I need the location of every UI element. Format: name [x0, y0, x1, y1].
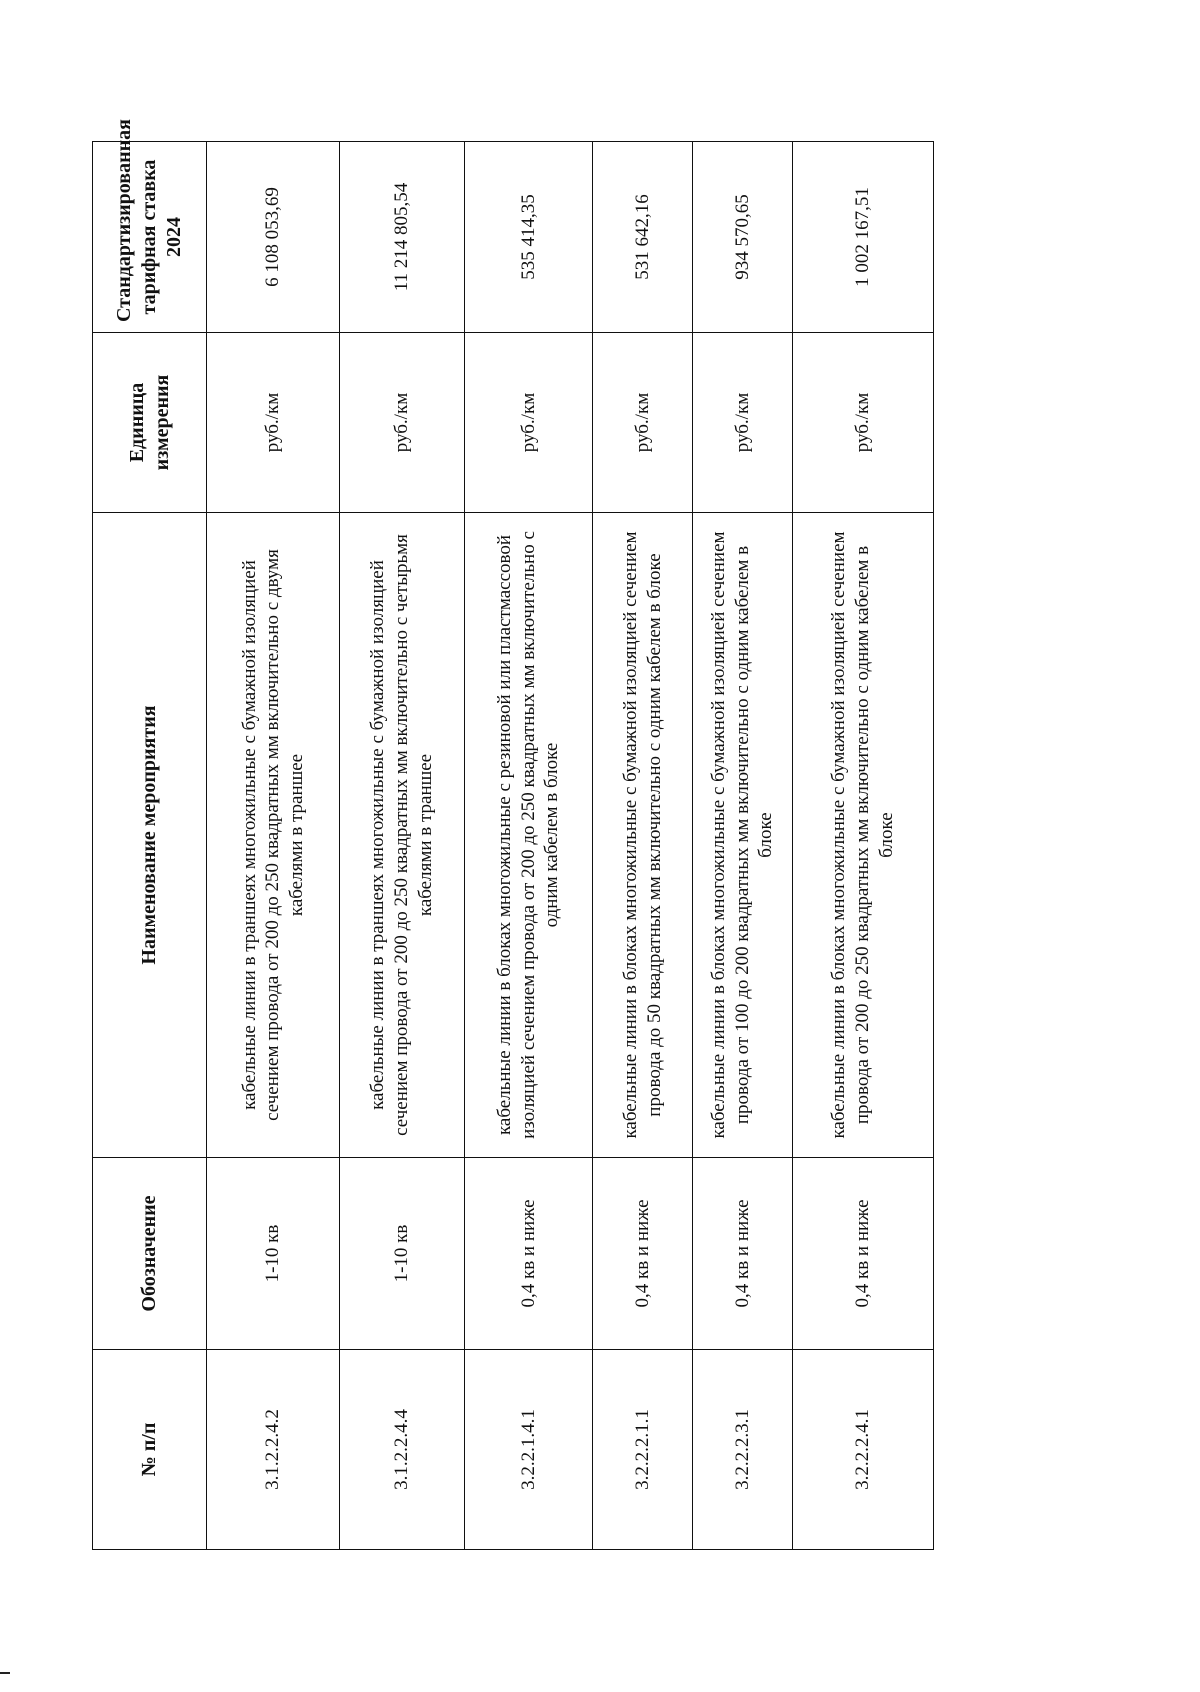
cell-code: 0,4 кв и ниже — [464, 1158, 593, 1350]
header-cell-unit: Единица измерения — [93, 333, 207, 513]
page-edge-mark — [0, 1672, 10, 1674]
cell-name: кабельные линии в блоках многожильные с бумажной изоляцией сечением провода от 100 до 200 квадратных мм включительно с одним кабелем в блоке — [693, 513, 793, 1158]
tariff-table — [92, 119, 934, 1550]
cell-code: 0,4 кв и ниже — [693, 1158, 793, 1350]
cell-num: 3.2.2.2.4.1 — [792, 1350, 933, 1550]
cell-code: 0,4 кв и ниже — [792, 1158, 933, 1350]
header-cell-code: Обозначение — [93, 1158, 207, 1350]
cell-name: кабельные линии в траншеях многожильные с бумажной изоляцией сечением провода от 200 до 250 квадратных мм включительно с двумя кабелями в траншее — [207, 513, 340, 1158]
cell-rate: 531 642,16 — [593, 142, 693, 333]
cell-code: 1-10 кв — [340, 1158, 465, 1350]
header-row — [93, 142, 207, 1550]
cell-rate: 535 414,35 — [464, 142, 593, 333]
table-row — [207, 142, 340, 1550]
header-cell-rate: Стандартизированная тарифная ставка 2024 — [93, 142, 207, 333]
cell-code: 1-10 кв — [207, 1158, 340, 1350]
header-cell-num: № п/п — [93, 1350, 207, 1550]
table-row — [340, 142, 465, 1550]
cell-num: 3.2.2.1.4.1 — [464, 1350, 593, 1550]
cell-name: кабельные линии в блоках многожильные с бумажной изоляцией сечением провода до 50 квадратных мм включительно с одним кабелем в блоке — [593, 513, 693, 1158]
cell-rate: 934 570,65 — [693, 142, 793, 333]
cell-unit: руб./км — [340, 333, 465, 513]
cell-unit: руб./км — [207, 333, 340, 513]
table-row — [693, 142, 793, 1550]
cell-code: 0,4 кв и ниже — [593, 1158, 693, 1350]
cell-num: 3.2.2.2.1.1 — [593, 1350, 693, 1550]
cell-unit: руб./км — [464, 333, 593, 513]
cell-num: 3.1.2.2.4.4 — [340, 1350, 465, 1550]
cell-num: 3.1.2.2.4.2 — [207, 1350, 340, 1550]
cell-name: кабельные линии в блоках многожильные с бумажной изоляцией сечением провода от 200 до 250 квадратных мм включительно с одним кабелем в блоке — [792, 513, 933, 1158]
cell-rate: 6 108 053,69 — [207, 142, 340, 333]
table-row — [792, 142, 933, 1550]
rotated-table-wrapper — [92, 119, 934, 1550]
cell-unit: руб./км — [792, 333, 933, 513]
cell-rate: 1 002 167,51 — [792, 142, 933, 333]
header-cell-name: Наименование мероприятия — [93, 513, 207, 1158]
cell-unit: руб./км — [693, 333, 793, 513]
cell-num: 3.2.2.2.3.1 — [693, 1350, 793, 1550]
cell-name: кабельные линии в блоках многожильные с резиновой или пластмассовой изоляцией сечением провода от 200 до 250 квадратных мм включительно с одним кабелем в блоке — [464, 513, 593, 1158]
cell-rate: 11 214 805,54 — [340, 142, 465, 333]
cell-unit: руб./км — [593, 333, 693, 513]
table-row — [593, 142, 693, 1550]
cell-name: кабельные линии в траншеях многожильные с бумажной изоляцией сечением провода от 200 до 250 квадратных мм включительно с четырьмя кабелями в траншее — [340, 513, 465, 1158]
table-row — [464, 142, 593, 1550]
